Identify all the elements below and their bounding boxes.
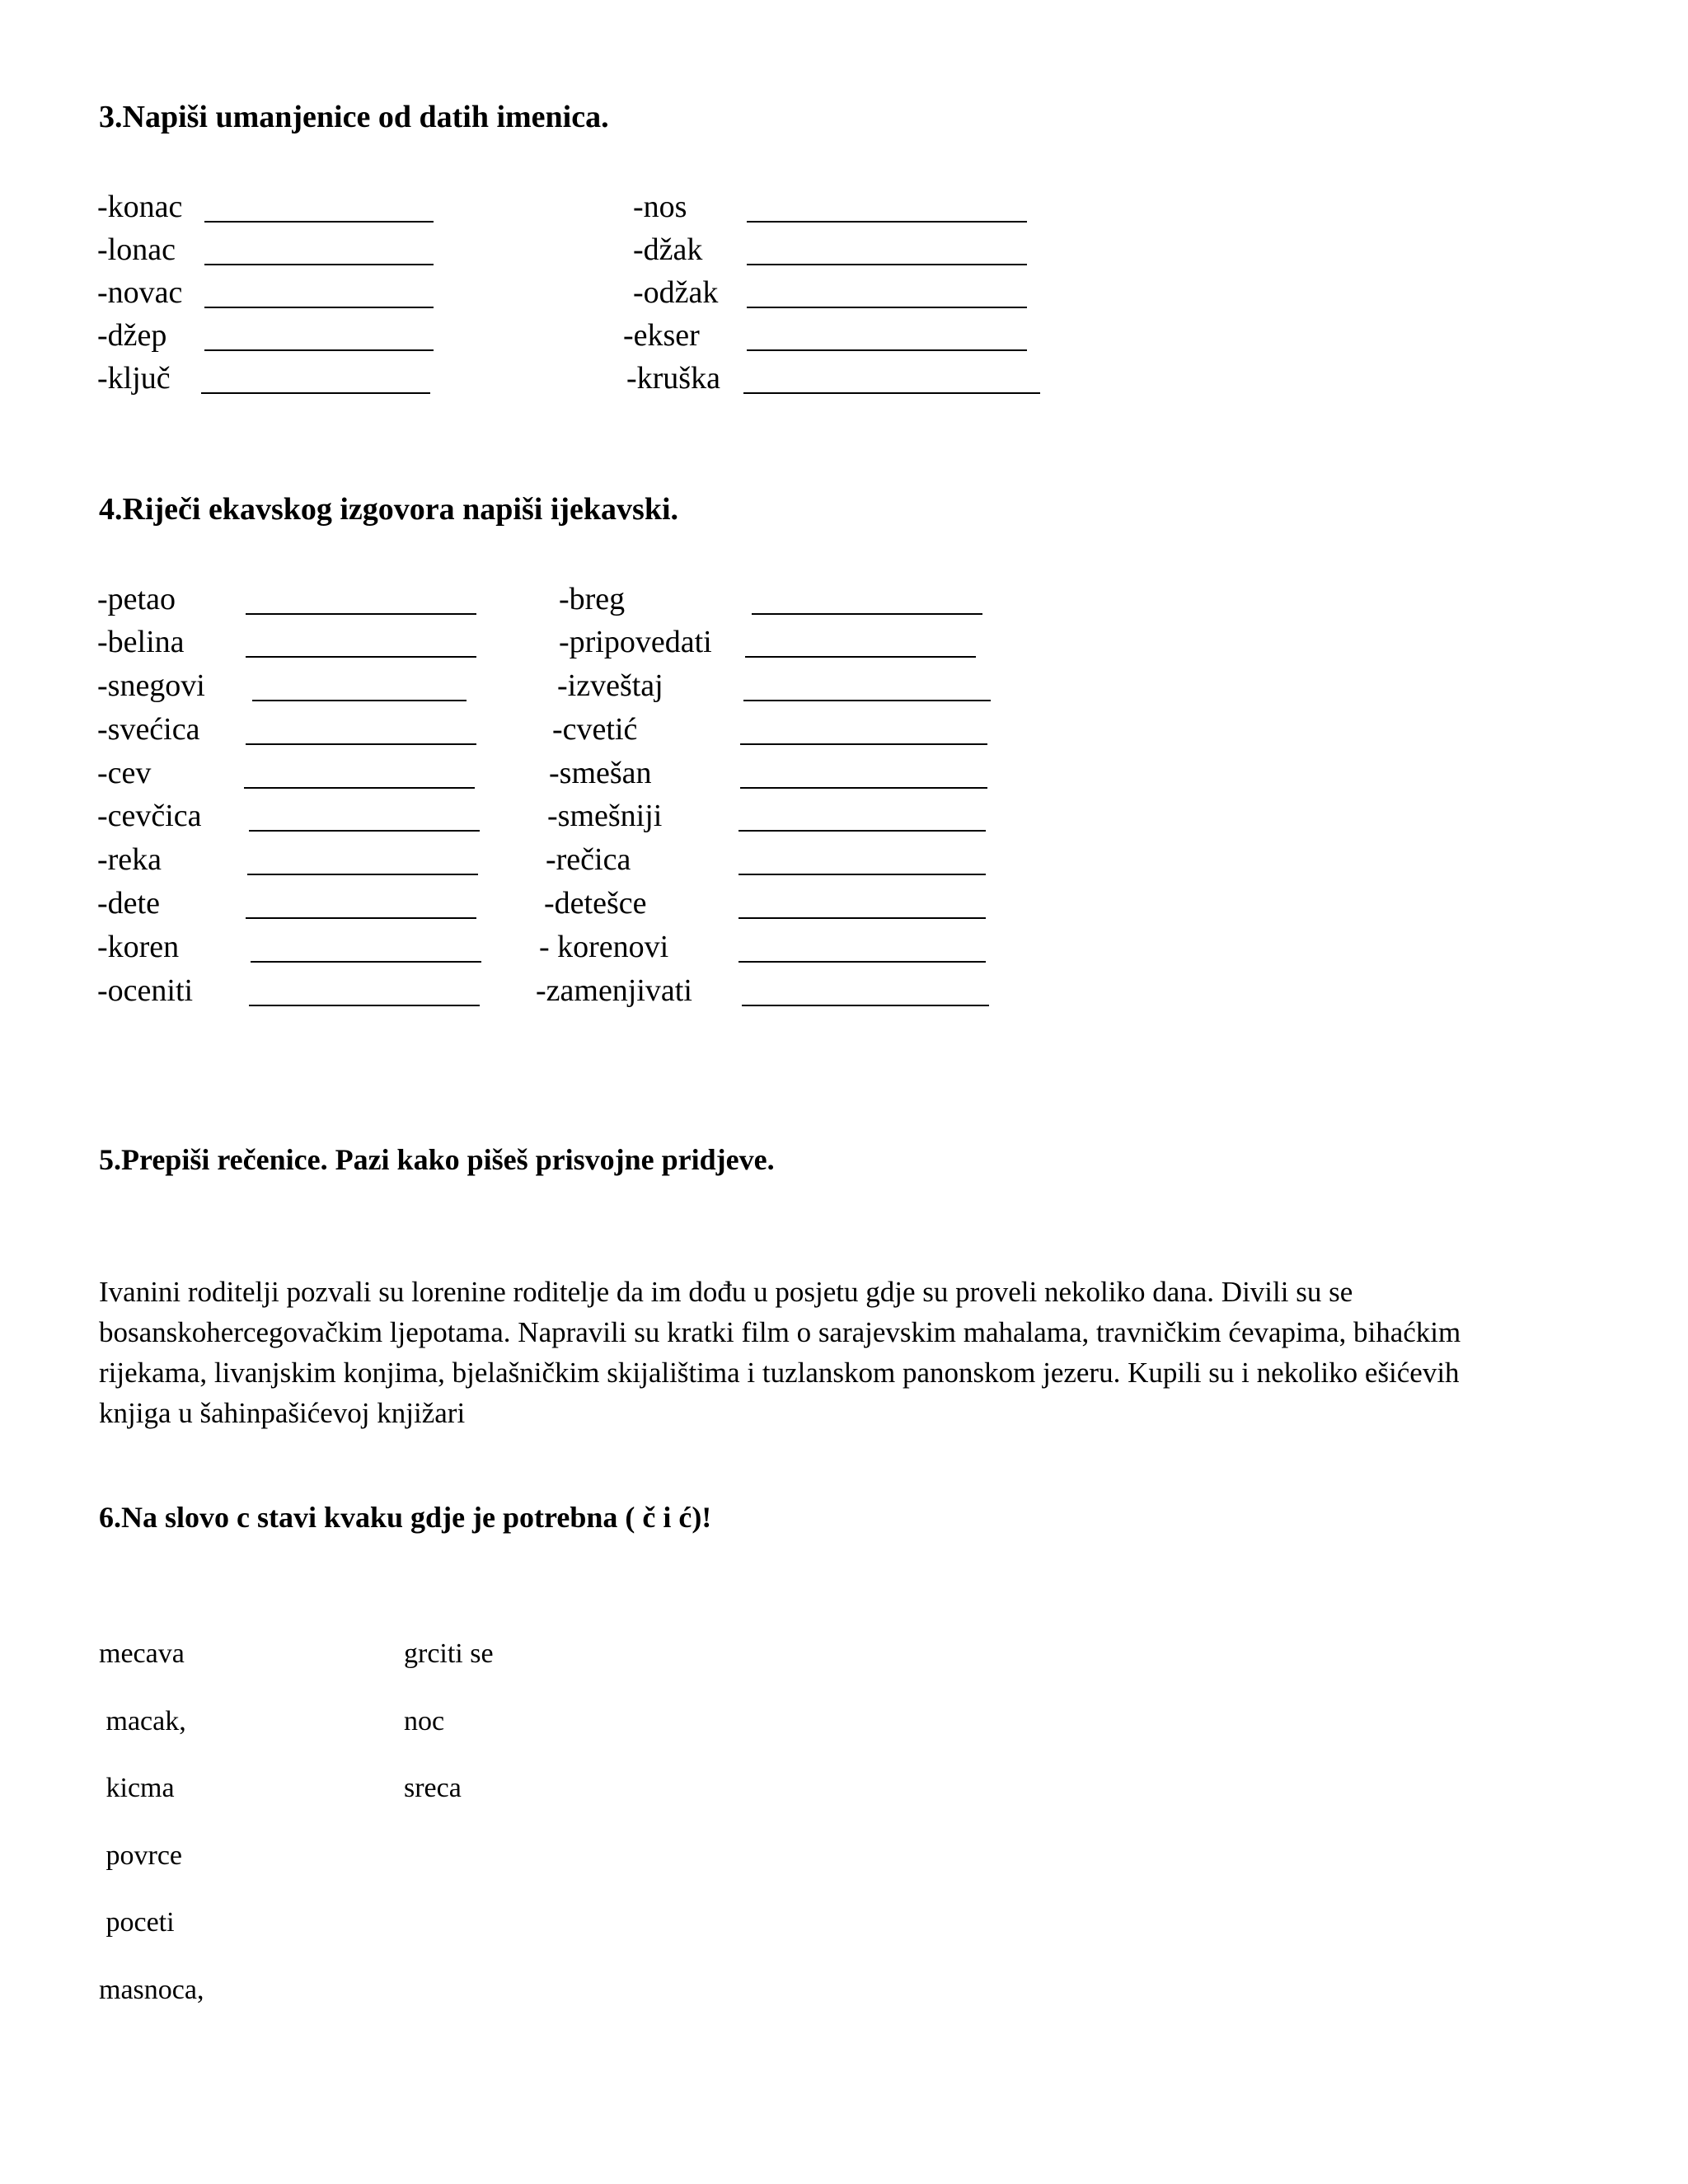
- task4-heading: 4.Riječi ekavskog izgovora napiši ijekavski.: [99, 492, 679, 527]
- answer-line[interactable]: [249, 830, 480, 832]
- answer-line[interactable]: [740, 787, 987, 789]
- task4-word-left: -svećica: [97, 712, 200, 747]
- task4-word-right: -izveštaj: [557, 668, 663, 703]
- task3-heading: 3.Napiši umanjenice od datih imenica.: [99, 100, 609, 134]
- answer-line[interactable]: [747, 349, 1027, 351]
- answer-line[interactable]: [251, 961, 481, 963]
- task4-word-left: -dete: [97, 886, 160, 921]
- task4-word-right: -zamenjivati: [536, 973, 692, 1008]
- answer-line[interactable]: [747, 307, 1027, 308]
- task3-word-right: -ekser: [623, 318, 700, 353]
- task4-word-right: -pripovedati: [559, 625, 712, 659]
- task3-word-left: -novac: [97, 275, 183, 310]
- task6-word-left: kicma: [99, 1773, 175, 1803]
- answer-line[interactable]: [738, 917, 986, 919]
- task6-word-left: masnoca,: [99, 1975, 204, 2005]
- answer-line[interactable]: [738, 874, 986, 875]
- answer-line[interactable]: [204, 349, 434, 351]
- task4-word-left: -reka: [97, 842, 162, 877]
- paragraph-line: rijekama, livanjskim konjima, bjelašničkim skijalištima i tuzlanskom panonskom jezeru. Kupili su i nekoliko ešićevih: [99, 1357, 1460, 1389]
- answer-line[interactable]: [204, 307, 434, 308]
- task4-word-right: -smešniji: [547, 799, 663, 833]
- task4-word-left: -oceniti: [97, 973, 194, 1008]
- task5-paragraph: [99, 1272, 1550, 1433]
- task4-word-right: -breg: [559, 582, 626, 616]
- answer-line[interactable]: [742, 1005, 989, 1006]
- answer-line[interactable]: [201, 392, 430, 394]
- task6-word-left: poceti: [99, 1907, 175, 1938]
- task3-word-left: -ključ: [97, 361, 171, 396]
- task3-word-right: -odžak: [633, 275, 719, 310]
- answer-line[interactable]: [246, 656, 476, 658]
- task3-word-right: -kruška: [626, 361, 720, 396]
- answer-line[interactable]: [747, 264, 1027, 265]
- paragraph-line: bosanskohercegovačkim ljepotama. Napravili su kratki film o sarajevskim mahalama, travničkim ćevapima, bihaćkim: [99, 1316, 1461, 1348]
- task4-word-left: -cev: [97, 756, 152, 790]
- paragraph-line: knjiga u šahinpašićevoj knjižari: [99, 1397, 466, 1429]
- task4-word-right: -detešce: [544, 886, 647, 921]
- task5-heading: 5.Prepiši rečenice. Pazi kako pišeš prisvojne pridjeve.: [99, 1143, 775, 1176]
- answer-line[interactable]: [244, 787, 475, 789]
- task4-word-right: -smešan: [549, 756, 652, 790]
- task4-word-right: -cvetić: [552, 712, 638, 747]
- task4-word-left: -cevčica: [97, 799, 202, 833]
- answer-line[interactable]: [740, 743, 987, 745]
- task4-word-left: -snegovi: [97, 668, 205, 703]
- task3-word-left: -konac: [97, 190, 183, 224]
- answer-line[interactable]: [204, 264, 434, 265]
- answer-line[interactable]: [247, 874, 478, 875]
- task3-word-left: -lonac: [97, 232, 176, 267]
- task6-word-right: grciti se: [404, 1638, 494, 1669]
- answer-line[interactable]: [743, 700, 991, 701]
- task4-word-right: - korenovi: [539, 930, 669, 964]
- task6-word-left: mecava: [99, 1638, 185, 1669]
- task3-word-right: -nos: [633, 190, 687, 224]
- answer-line[interactable]: [246, 743, 476, 745]
- paragraph-line: Ivanini roditelji pozvali su lorenine roditelje da im dođu u posjetu gdje su proveli nekoliko dana. Divili su se: [99, 1276, 1353, 1308]
- task3-word-right: -džak: [633, 232, 703, 267]
- answer-line[interactable]: [743, 392, 1040, 394]
- answer-line[interactable]: [249, 1005, 480, 1006]
- task6-word-left: povrce: [99, 1840, 183, 1871]
- answer-line[interactable]: [252, 700, 467, 701]
- task6-word-right: noc: [404, 1706, 445, 1736]
- task6-heading: 6.Na slovo c stavi kvaku gdje je potrebna ( č i ć)!: [99, 1501, 712, 1534]
- answer-line[interactable]: [738, 830, 986, 832]
- task3-word-left: -džep: [97, 318, 167, 353]
- answer-line[interactable]: [747, 221, 1027, 223]
- task4-word-left: -belina: [97, 625, 185, 659]
- task4-word-left: -koren: [97, 930, 180, 964]
- answer-line[interactable]: [246, 917, 476, 919]
- task4-word-right: -rečica: [546, 842, 631, 877]
- task4-word-left: -petao: [97, 582, 176, 616]
- answer-line[interactable]: [204, 221, 434, 223]
- answer-line[interactable]: [752, 613, 982, 615]
- answer-line[interactable]: [738, 961, 986, 963]
- task6-word-left: macak,: [99, 1706, 186, 1736]
- task6-word-right: sreca: [404, 1773, 462, 1803]
- answer-line[interactable]: [745, 656, 976, 658]
- answer-line[interactable]: [246, 613, 476, 615]
